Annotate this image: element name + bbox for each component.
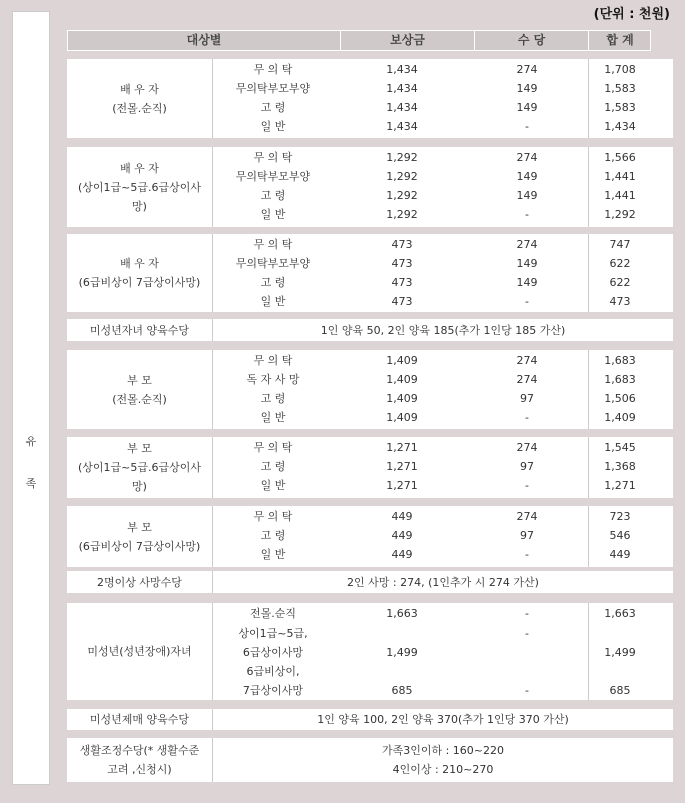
row-allowance: 97 <box>520 392 534 405</box>
sibling-allowance-text <box>213 709 673 730</box>
row-total: 1,292 <box>604 208 636 221</box>
row-compensation: 1,271 <box>386 460 418 473</box>
group-label-line: (6급비상이 7급상이사망) <box>78 539 201 553</box>
row-compensation: 473 <box>391 238 413 251</box>
row-total: 473 <box>609 295 631 308</box>
row-compensation: 1,271 <box>386 441 418 454</box>
group-box <box>67 506 673 567</box>
row-type: 무 의 탁 <box>253 63 293 76</box>
living-label-line: 생활조정수당(* 생활수준 <box>79 744 200 757</box>
group-box <box>67 437 673 498</box>
group-box <box>67 234 673 312</box>
sibling-allowance-value: 1인 양육 100, 2인 양육 370(추가 1인당 370 가산) <box>317 713 569 726</box>
minor-type-line: 6급상이사망 <box>242 646 304 659</box>
row-total: 1,583 <box>604 101 636 114</box>
minor-comp: 685 <box>391 684 413 697</box>
row-compensation: 1,409 <box>386 373 418 386</box>
row-type: 고 령 <box>260 460 286 473</box>
row-compensation: 1,292 <box>386 170 418 183</box>
multi-death-box <box>67 571 673 593</box>
living-line: 4인이상 : 210~270 <box>392 763 494 776</box>
child-allowance-text <box>213 319 673 341</box>
group-label-line: (전몰.순직) <box>112 392 167 406</box>
row-allowance: - <box>525 120 529 133</box>
row-compensation: 1,409 <box>386 392 418 405</box>
row-allowance: - <box>525 548 529 561</box>
row-total: 1,271 <box>604 479 636 492</box>
multi-death-value: 2인 사망 : 274, (1인추가 시 274 가산) <box>347 575 539 589</box>
group-label-line: 배 우 자 <box>120 257 159 270</box>
minor-comp: 1,499 <box>386 646 418 659</box>
row-type: 일 반 <box>260 295 286 308</box>
header-category: 대상별 <box>68 31 341 50</box>
row-type: 고 령 <box>260 392 286 405</box>
row-type: 무 의 탁 <box>253 238 293 251</box>
side-label-2: 족 <box>25 477 37 490</box>
group-label-line: (전몰.순직) <box>112 101 167 115</box>
row-type: 고 령 <box>260 101 286 114</box>
header-total: 합 계 <box>606 33 634 47</box>
row-allowance: 149 <box>516 82 538 95</box>
child-allowance-box <box>67 319 673 341</box>
row-total: 1,583 <box>604 82 636 95</box>
group-label-line: (상이1급~5급.6급상이사 <box>77 461 201 474</box>
row-compensation: 473 <box>391 276 413 289</box>
row-allowance: 149 <box>516 170 538 183</box>
row-allowance: - <box>525 411 529 424</box>
living-category <box>67 738 213 782</box>
row-compensation: 449 <box>391 548 413 561</box>
row-allowance: 97 <box>520 460 534 473</box>
row-type: 고 령 <box>260 276 286 289</box>
row-compensation: 449 <box>391 510 413 523</box>
group-box <box>67 350 673 429</box>
row-allowance: 149 <box>516 257 538 270</box>
row-total: 1,683 <box>604 373 636 386</box>
minor-allow: - <box>525 607 529 620</box>
row-allowance: 274 <box>516 510 538 523</box>
minor-type-line: 6급비상이, <box>246 665 300 678</box>
row-allowance: 274 <box>516 354 538 367</box>
sibling-allowance-box <box>67 709 673 730</box>
minor-category <box>67 603 213 700</box>
group-box <box>67 59 673 138</box>
living-line: 가족3인이하 : 160~220 <box>381 744 505 757</box>
row-total: 1,708 <box>604 63 636 76</box>
row-compensation: 449 <box>391 529 413 542</box>
row-type: 무의탁부모부양 <box>235 257 311 270</box>
row-type: 일 반 <box>260 479 286 492</box>
sibling-allowance-label: 미성년제매 양육수당 <box>89 713 190 726</box>
row-type: 독 자 사 망 <box>246 373 300 386</box>
group-category <box>67 506 213 567</box>
row-allowance: 274 <box>516 238 538 251</box>
row-total: 1,368 <box>604 460 636 473</box>
row-total: 1,441 <box>604 189 636 202</box>
group-label-line: (6급비상이 7급상이사망) <box>78 276 201 289</box>
minor-total: 685 <box>609 684 631 697</box>
row-type: 일 반 <box>260 411 286 424</box>
row-allowance: 97 <box>520 529 534 542</box>
child-allowance-category <box>67 319 213 341</box>
minor-total: 1,663 <box>604 607 636 620</box>
row-compensation: 1,292 <box>386 151 418 164</box>
multi-death-text <box>213 571 673 593</box>
row-total: 723 <box>609 510 631 523</box>
row-allowance: 274 <box>516 373 538 386</box>
group-category <box>67 147 213 227</box>
row-compensation: 1,271 <box>386 479 418 492</box>
minor-comp: 1,663 <box>386 607 418 620</box>
minor-label: 미성년(성년장애)자녀 <box>87 645 192 658</box>
minor-allow: - <box>525 627 529 640</box>
row-total: 1,441 <box>604 170 636 183</box>
row-allowance: 274 <box>516 441 538 454</box>
group-label-line: 배 우 자 <box>120 161 159 175</box>
group-category <box>67 437 213 498</box>
group-label-line: 망) <box>132 480 147 493</box>
side-category-column <box>12 11 50 785</box>
group-category <box>67 59 213 138</box>
minor-children-box <box>67 603 673 700</box>
header-allowance: 수 당 <box>475 31 589 50</box>
row-total: 1,683 <box>604 354 636 367</box>
group-category <box>67 234 213 312</box>
row-total: 546 <box>609 529 631 542</box>
row-type: 무의탁부모부양 <box>235 82 311 95</box>
table-header <box>67 30 651 51</box>
header-compensation: 보상금 <box>341 31 475 50</box>
row-total: 622 <box>609 257 631 270</box>
row-allowance: - <box>525 479 529 492</box>
row-type: 무 의 탁 <box>253 354 293 367</box>
row-compensation: 1,292 <box>386 208 418 221</box>
row-total: 1,409 <box>604 411 636 424</box>
row-compensation: 1,409 <box>386 411 418 424</box>
row-compensation: 1,292 <box>386 189 418 202</box>
group-category <box>67 350 213 429</box>
group-label-line: 부 모 <box>127 442 152 455</box>
row-allowance: 274 <box>516 151 538 164</box>
row-type: 무의탁부모부양 <box>235 170 311 183</box>
multi-death-label: 2명이상 사망수당 <box>97 575 182 589</box>
row-compensation: 1,434 <box>386 120 418 133</box>
row-compensation: 1,434 <box>386 82 418 95</box>
row-compensation: 473 <box>391 295 413 308</box>
minor-allow: - <box>525 684 529 697</box>
minor-type-line: 전몰.순직 <box>249 607 296 620</box>
multi-death-category <box>67 571 213 593</box>
living-label-line: 고려 ,신청시) <box>107 763 172 776</box>
group-label-line: 배 우 자 <box>120 82 159 96</box>
row-total: 1,566 <box>604 151 636 164</box>
living-text <box>213 738 673 782</box>
row-total: 1,434 <box>604 120 636 133</box>
row-allowance: - <box>525 208 529 221</box>
row-compensation: 473 <box>391 257 413 270</box>
row-type: 고 령 <box>260 189 286 202</box>
row-allowance: - <box>525 295 529 308</box>
row-total: 622 <box>609 276 631 289</box>
row-type: 일 반 <box>260 548 286 561</box>
row-compensation: 1,434 <box>386 101 418 114</box>
minor-total: 1,499 <box>604 646 636 659</box>
row-type: 무 의 탁 <box>253 510 293 523</box>
row-allowance: 149 <box>516 276 538 289</box>
living-allowance-box <box>67 738 673 782</box>
row-type: 일 반 <box>260 120 286 133</box>
sibling-allowance-category <box>67 709 213 730</box>
row-compensation: 1,409 <box>386 354 418 367</box>
minor-type-line: 상이1급~5급, <box>238 627 308 640</box>
row-compensation: 1,434 <box>386 63 418 76</box>
unit-label: (단위 : 천원) <box>593 7 670 22</box>
minor-type-line: 7급상이사망 <box>242 684 304 697</box>
row-type: 무 의 탁 <box>253 441 293 454</box>
group-label-line: 부 모 <box>127 520 152 534</box>
row-total: 1,506 <box>604 392 636 405</box>
child-allowance-value: 1인 양육 50, 2인 양육 185(추가 1인당 185 가산) <box>320 323 566 337</box>
group-label-line: (상이1급~5급.6급상이사 <box>77 180 201 194</box>
row-total: 449 <box>609 548 631 561</box>
row-allowance: 149 <box>516 101 538 114</box>
row-type: 고 령 <box>260 529 286 542</box>
row-total: 1,545 <box>604 441 636 454</box>
row-allowance: 274 <box>516 63 538 76</box>
group-label-line: 망) <box>132 199 147 213</box>
row-type: 일 반 <box>260 208 286 221</box>
side-label-1: 유 <box>25 435 37 448</box>
child-allowance-label: 미성년자녀 양육수당 <box>89 323 190 337</box>
row-total: 747 <box>609 238 631 251</box>
row-allowance: 149 <box>516 189 538 202</box>
row-type: 무 의 탁 <box>253 151 293 164</box>
group-box <box>67 147 673 227</box>
group-label-line: 부 모 <box>127 373 152 387</box>
